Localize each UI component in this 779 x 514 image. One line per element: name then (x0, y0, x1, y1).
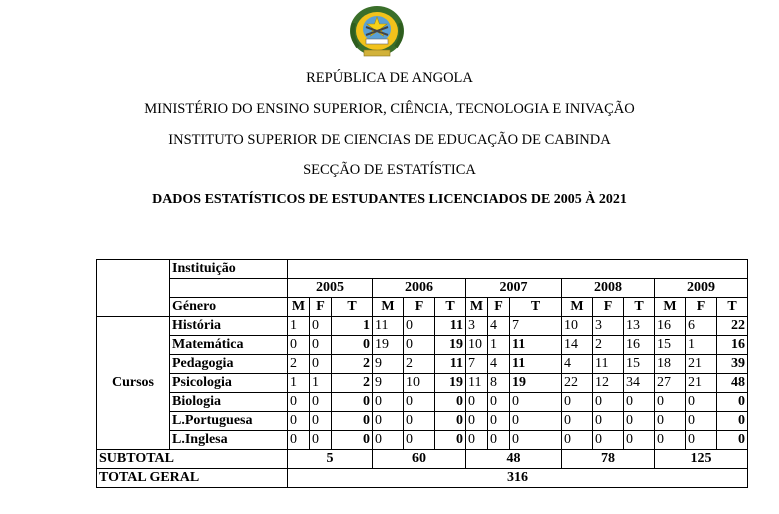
value-cell: 21 (686, 374, 717, 393)
value-cell: 0 (373, 412, 404, 431)
value-cell: 0 (624, 393, 655, 412)
value-cell: 2 (593, 336, 624, 355)
statistics-table (96, 259, 748, 488)
value-cell: 0 (488, 393, 510, 412)
value-cell: 4 (488, 317, 510, 336)
value-cell: 0 (310, 393, 332, 412)
subtotal-value: 125 (655, 450, 748, 469)
gender-column-header: F (310, 298, 332, 317)
gender-column-header: T (332, 298, 373, 317)
value-cell: 0 (310, 355, 332, 374)
gender-column-header: F (488, 298, 510, 317)
value-cell: 0 (686, 393, 717, 412)
value-cell: 0 (717, 431, 748, 450)
total-value: 316 (288, 469, 748, 488)
value-cell: 0 (686, 431, 717, 450)
value-cell: 15 (624, 355, 655, 374)
value-cell: 4 (562, 355, 593, 374)
value-cell: 0 (717, 393, 748, 412)
course-row (97, 412, 748, 431)
year-row (97, 279, 748, 298)
value-cell: 0 (466, 412, 488, 431)
gender-column-header: T (717, 298, 748, 317)
document-title: DADOS ESTATÍSTICOS DE ESTUDANTES LICENCIADOS DE 2005 À 2021 (152, 192, 627, 207)
gender-column-header: T (435, 298, 466, 317)
value-cell: 0 (435, 393, 466, 412)
value-cell: 0 (310, 431, 332, 450)
value-cell: 1 (310, 374, 332, 393)
course-row (97, 374, 748, 393)
value-cell: 19 (373, 336, 404, 355)
value-cell: 0 (288, 393, 310, 412)
value-cell: 10 (404, 374, 435, 393)
value-cell: 0 (655, 393, 686, 412)
value-cell: 0 (288, 336, 310, 355)
course-name: L.Portuguesa (170, 412, 288, 431)
value-cell: 0 (624, 431, 655, 450)
course-name: Psicologia (170, 374, 288, 393)
value-cell: 3 (593, 317, 624, 336)
subtotal-value: 60 (373, 450, 466, 469)
subtotal-value: 48 (466, 450, 562, 469)
value-cell: 1 (686, 336, 717, 355)
value-cell: 16 (655, 317, 686, 336)
value-cell: 0 (332, 393, 373, 412)
country-line: REPÚBLICA DE ANGOLA (306, 70, 473, 86)
value-cell: 2 (288, 355, 310, 374)
value-cell: 11 (593, 355, 624, 374)
value-cell: 10 (466, 336, 488, 355)
value-cell: 0 (593, 431, 624, 450)
course-row (97, 393, 748, 412)
year-header: 2008 (562, 279, 655, 298)
value-cell: 0 (717, 412, 748, 431)
value-cell: 9 (373, 374, 404, 393)
value-cell: 48 (717, 374, 748, 393)
value-cell: 0 (310, 412, 332, 431)
value-cell: 21 (686, 355, 717, 374)
gender-column-header: T (510, 298, 562, 317)
value-cell: 27 (655, 374, 686, 393)
value-cell: 0 (510, 393, 562, 412)
value-cell: 0 (332, 412, 373, 431)
gender-column-header: M (373, 298, 404, 317)
gender-column-header: F (404, 298, 435, 317)
corner-cell (97, 260, 170, 317)
gender-column-header: M (562, 298, 593, 317)
value-cell: 11 (373, 317, 404, 336)
value-cell: 8 (488, 374, 510, 393)
value-cell: 0 (404, 393, 435, 412)
value-cell: 0 (404, 412, 435, 431)
ministry-line: MINISTÉRIO DO ENSINO SUPERIOR, CIÊNCIA, TECNOLOGIA E INIVAÇÃO (144, 101, 635, 117)
gender-column-header: F (686, 298, 717, 317)
value-cell: 0 (466, 431, 488, 450)
subtotal-value: 78 (562, 450, 655, 469)
value-cell: 0 (655, 431, 686, 450)
value-cell: 7 (466, 355, 488, 374)
value-cell: 1 (332, 317, 373, 336)
gender-row (97, 298, 748, 317)
value-cell: 0 (332, 336, 373, 355)
course-row (97, 355, 748, 374)
course-row (97, 431, 748, 450)
value-cell: 0 (624, 412, 655, 431)
value-cell: 15 (655, 336, 686, 355)
value-cell: 39 (717, 355, 748, 374)
value-cell: 11 (466, 374, 488, 393)
total-row (97, 469, 748, 488)
value-cell: 19 (510, 374, 562, 393)
angola-coat-of-arms-icon (344, 3, 410, 63)
year-row-spacer (170, 279, 288, 298)
value-cell: 0 (404, 336, 435, 355)
value-cell: 1 (288, 374, 310, 393)
value-cell: 0 (310, 317, 332, 336)
total-label: TOTAL GERAL (97, 469, 288, 488)
value-cell: 34 (624, 374, 655, 393)
value-cell: 9 (373, 355, 404, 374)
value-cell: 1 (488, 336, 510, 355)
value-cell: 11 (510, 355, 562, 374)
course-name: Matemática (170, 336, 288, 355)
value-cell: 22 (717, 317, 748, 336)
value-cell: 11 (510, 336, 562, 355)
value-cell: 22 (562, 374, 593, 393)
value-cell: 0 (655, 412, 686, 431)
value-cell: 7 (510, 317, 562, 336)
value-cell: 0 (510, 431, 562, 450)
gender-label: Género (170, 298, 288, 317)
year-header: 2007 (466, 279, 562, 298)
gender-column-header: T (624, 298, 655, 317)
gender-column-header: M (288, 298, 310, 317)
year-header: 2006 (373, 279, 466, 298)
value-cell: 0 (488, 412, 510, 431)
value-cell: 2 (404, 355, 435, 374)
subtotal-row (97, 450, 748, 469)
course-name: L.Inglesa (170, 431, 288, 450)
value-cell: 0 (466, 393, 488, 412)
value-cell: 0 (562, 431, 593, 450)
year-header: 2009 (655, 279, 748, 298)
value-cell: 0 (288, 412, 310, 431)
section-line: SECÇÃO DE ESTATÍSTICA (303, 162, 476, 178)
value-cell: 11 (435, 355, 466, 374)
value-cell: 16 (717, 336, 748, 355)
value-cell: 1 (288, 317, 310, 336)
value-cell: 0 (593, 393, 624, 412)
value-cell: 0 (373, 431, 404, 450)
value-cell: 14 (562, 336, 593, 355)
value-cell: 0 (332, 431, 373, 450)
value-cell: 0 (310, 336, 332, 355)
value-cell: 2 (332, 355, 373, 374)
value-cell: 0 (404, 317, 435, 336)
value-cell: 18 (655, 355, 686, 374)
institute-line: INSTITUTO SUPERIOR DE CIENCIAS DE EDUCAÇÃO DE CABINDA (168, 132, 611, 148)
value-cell: 4 (488, 355, 510, 374)
value-cell: 0 (435, 412, 466, 431)
value-cell: 0 (593, 412, 624, 431)
value-cell: 6 (686, 317, 717, 336)
value-cell: 13 (624, 317, 655, 336)
value-cell: 0 (288, 431, 310, 450)
course-row (97, 336, 748, 355)
value-cell: 0 (488, 431, 510, 450)
course-name: Pedagogia (170, 355, 288, 374)
gender-column-header: M (466, 298, 488, 317)
value-cell: 12 (593, 374, 624, 393)
value-cell: 19 (435, 336, 466, 355)
value-cell: 2 (332, 374, 373, 393)
course-name: Biologia (170, 393, 288, 412)
value-cell: 0 (686, 412, 717, 431)
value-cell: 0 (435, 431, 466, 450)
value-cell: 19 (435, 374, 466, 393)
value-cell: 0 (562, 393, 593, 412)
gender-column-header: M (655, 298, 686, 317)
value-cell: 10 (562, 317, 593, 336)
course-row (97, 317, 748, 336)
year-header: 2005 (288, 279, 373, 298)
course-name: História (170, 317, 288, 336)
institution-label: Instituição (170, 260, 288, 279)
value-cell: 0 (562, 412, 593, 431)
value-cell: 0 (373, 393, 404, 412)
institution-row (97, 260, 748, 279)
subtotal-value: 5 (288, 450, 373, 469)
courses-label: Cursos (97, 317, 170, 450)
subtotal-label: SUBTOTAL (97, 450, 288, 469)
value-cell: 11 (435, 317, 466, 336)
institution-value (288, 260, 748, 279)
value-cell: 0 (404, 431, 435, 450)
gender-column-header: F (593, 298, 624, 317)
value-cell: 0 (510, 412, 562, 431)
value-cell: 3 (466, 317, 488, 336)
value-cell: 16 (624, 336, 655, 355)
